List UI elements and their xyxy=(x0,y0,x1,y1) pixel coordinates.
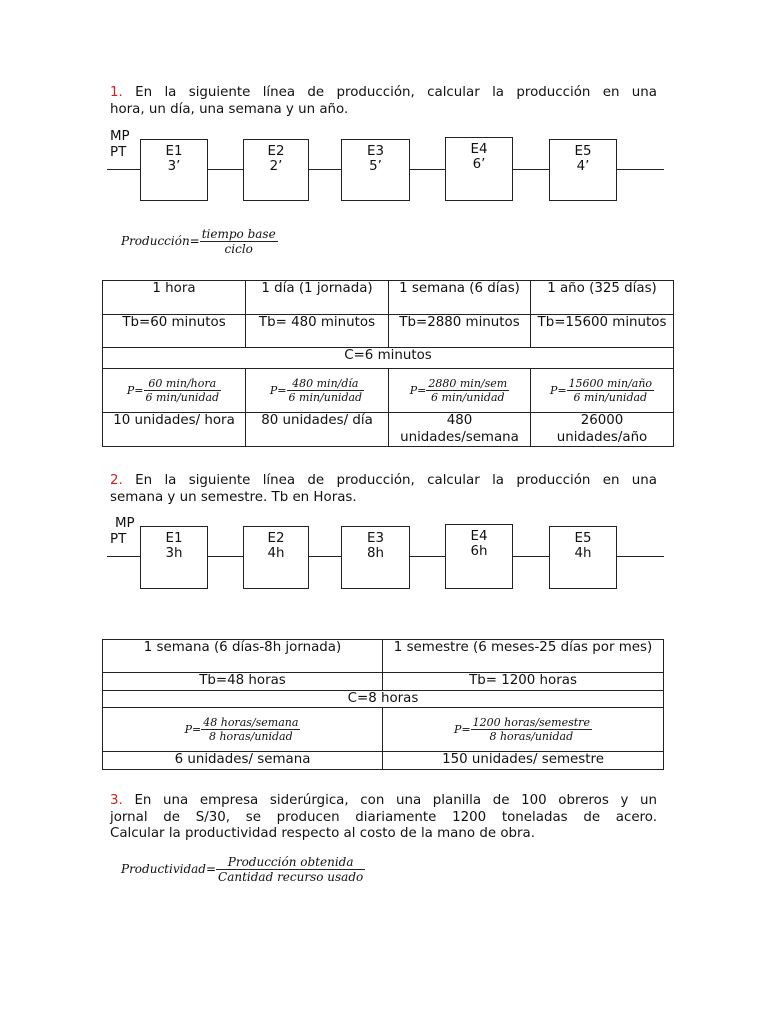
table-header: 1 semana (6 días-8h jornada) xyxy=(103,640,383,673)
table-cell-tb: Tb=2880 minutos xyxy=(389,315,531,348)
table-cell-formula: P= $\frac{\text{60 min/hora}}{\text{6 min/unidad}}$ xyxy=(103,369,246,413)
table-1 xyxy=(102,280,674,447)
table-header: 1 semestre (6 meses-25 días por mes) xyxy=(383,640,664,673)
table-header: 1 hora xyxy=(103,281,246,315)
formula-numerator: Producción obtenida xyxy=(216,855,365,870)
formula-numerator: tiempo base xyxy=(201,227,276,241)
table-cell-formula: P= $\frac{\text{2880 min/sem}}{\text{6 min/unidad}}$ xyxy=(389,369,531,413)
mp-label: MP xyxy=(115,516,135,531)
station-e4 xyxy=(445,524,513,589)
problem-1-line-1: En la siguiente línea de producción, calcular la producción en una xyxy=(135,85,657,100)
station-time: 5’ xyxy=(369,159,382,174)
problem-1-number: 1. xyxy=(110,85,123,100)
station-time: 3h xyxy=(165,546,183,561)
pt-label: PT xyxy=(110,532,127,547)
problem-1-line-2: hora, un día, una semana y un año. xyxy=(110,101,349,117)
station-time: 4h xyxy=(574,546,592,561)
station-name: E4 xyxy=(470,142,488,157)
table-cell-formula: P= $\frac{\text{480 min/día}}{\text{6 min/unidad}}$ xyxy=(246,369,389,413)
station-e5 xyxy=(549,526,617,589)
problem-3-line-2: jornal de S/30, se producen diariamente 1200 toneladas de acero. xyxy=(110,809,657,825)
table-cell-formula: P= $\frac{\text{48 horas/semana}}{\text{8 horas/unidad}}$ xyxy=(103,708,383,752)
table-header: 1 año (325 días) xyxy=(531,281,674,315)
table-cell-cycle: C=6 minutos xyxy=(103,348,674,369)
table-cell-tb: Tb= 1200 horas xyxy=(383,673,664,691)
problem-2-number: 2. xyxy=(110,473,123,488)
pt-label: PT xyxy=(110,145,127,160)
station-name: E2 xyxy=(267,144,285,159)
station-time: 3’ xyxy=(167,159,181,174)
station-time: 2’ xyxy=(269,159,283,174)
station-name: E5 xyxy=(574,531,592,546)
problem-3-number: 3. xyxy=(110,793,123,808)
station-name: E1 xyxy=(165,531,183,546)
problem-3-line-1: En una empresa siderúrgica, con una planilla de 100 obreros y un xyxy=(134,793,657,808)
table-header: 1 día (1 jornada) xyxy=(246,281,389,315)
table-cell-tb: Tb=15600 minutos xyxy=(531,315,674,348)
table-2 xyxy=(102,639,664,770)
station-time: 6h xyxy=(470,544,488,559)
table-cell-formula: P= $\frac{\text{1200 horas/semestre}}{\text{8 horas/unidad}}$ xyxy=(383,708,664,752)
problem-1-statement xyxy=(110,85,657,118)
production-formula xyxy=(121,227,278,256)
station-e1 xyxy=(140,139,208,201)
formula-lhs: Productividad= xyxy=(121,862,217,876)
problem-3-statement xyxy=(110,793,657,843)
station-e2 xyxy=(243,526,309,589)
problem-3-line-3: Calcular la productividad respecto al costo de la mano de obra. xyxy=(110,826,535,841)
station-name: E5 xyxy=(574,144,592,159)
station-e4 xyxy=(445,137,513,201)
station-e3 xyxy=(341,139,410,201)
station-e2 xyxy=(243,139,309,201)
station-name: E4 xyxy=(470,529,488,544)
table-cell-formula: P= $\frac{\text{15600 min/año}}{\text{6 min/unidad}}$ xyxy=(531,369,674,413)
formula-denominator: Cantidad recurso usado xyxy=(218,870,364,884)
table-cell-tb: Tb= 480 minutos xyxy=(246,315,389,348)
problem-2-line-1: En la siguiente línea de producción, calcular la producción en una xyxy=(135,473,657,488)
station-e3 xyxy=(341,526,410,589)
station-time: 4’ xyxy=(576,159,590,174)
station-name: E1 xyxy=(165,144,183,159)
table-cell-tb: Tb=60 minutos xyxy=(103,315,246,348)
table-cell-result: 26000 unidades/año xyxy=(531,413,674,447)
table-cell-result: 80 unidades/ día xyxy=(246,413,389,447)
table-cell-result: 150 unidades/ semestre xyxy=(383,752,664,770)
productivity-formula xyxy=(121,855,365,884)
station-name: E3 xyxy=(367,531,384,546)
formula-denominator: ciclo xyxy=(224,242,253,256)
station-name: E3 xyxy=(367,144,384,159)
table-cell-tb: Tb=48 horas xyxy=(103,673,383,691)
table-cell-result: 6 unidades/ semana xyxy=(103,752,383,770)
table-cell-result: 10 unidades/ hora xyxy=(103,413,246,447)
station-time: 8h xyxy=(366,546,384,561)
table-cell-cycle: C=8 horas xyxy=(103,690,664,708)
station-e5 xyxy=(549,139,617,201)
table-header: 1 semana (6 días) xyxy=(389,281,531,315)
problem-2-line-2: semana y un semestre. Tb en Horas. xyxy=(110,489,357,505)
station-time: 6’ xyxy=(472,157,486,172)
formula-lhs: Producción= xyxy=(121,234,200,248)
mp-label: MP xyxy=(110,129,130,144)
station-time: 4h xyxy=(267,546,285,561)
problem-2-statement xyxy=(110,473,657,506)
station-e1 xyxy=(140,526,208,589)
table-cell-result: 480 unidades/semana xyxy=(389,413,531,447)
station-name: E2 xyxy=(267,531,285,546)
